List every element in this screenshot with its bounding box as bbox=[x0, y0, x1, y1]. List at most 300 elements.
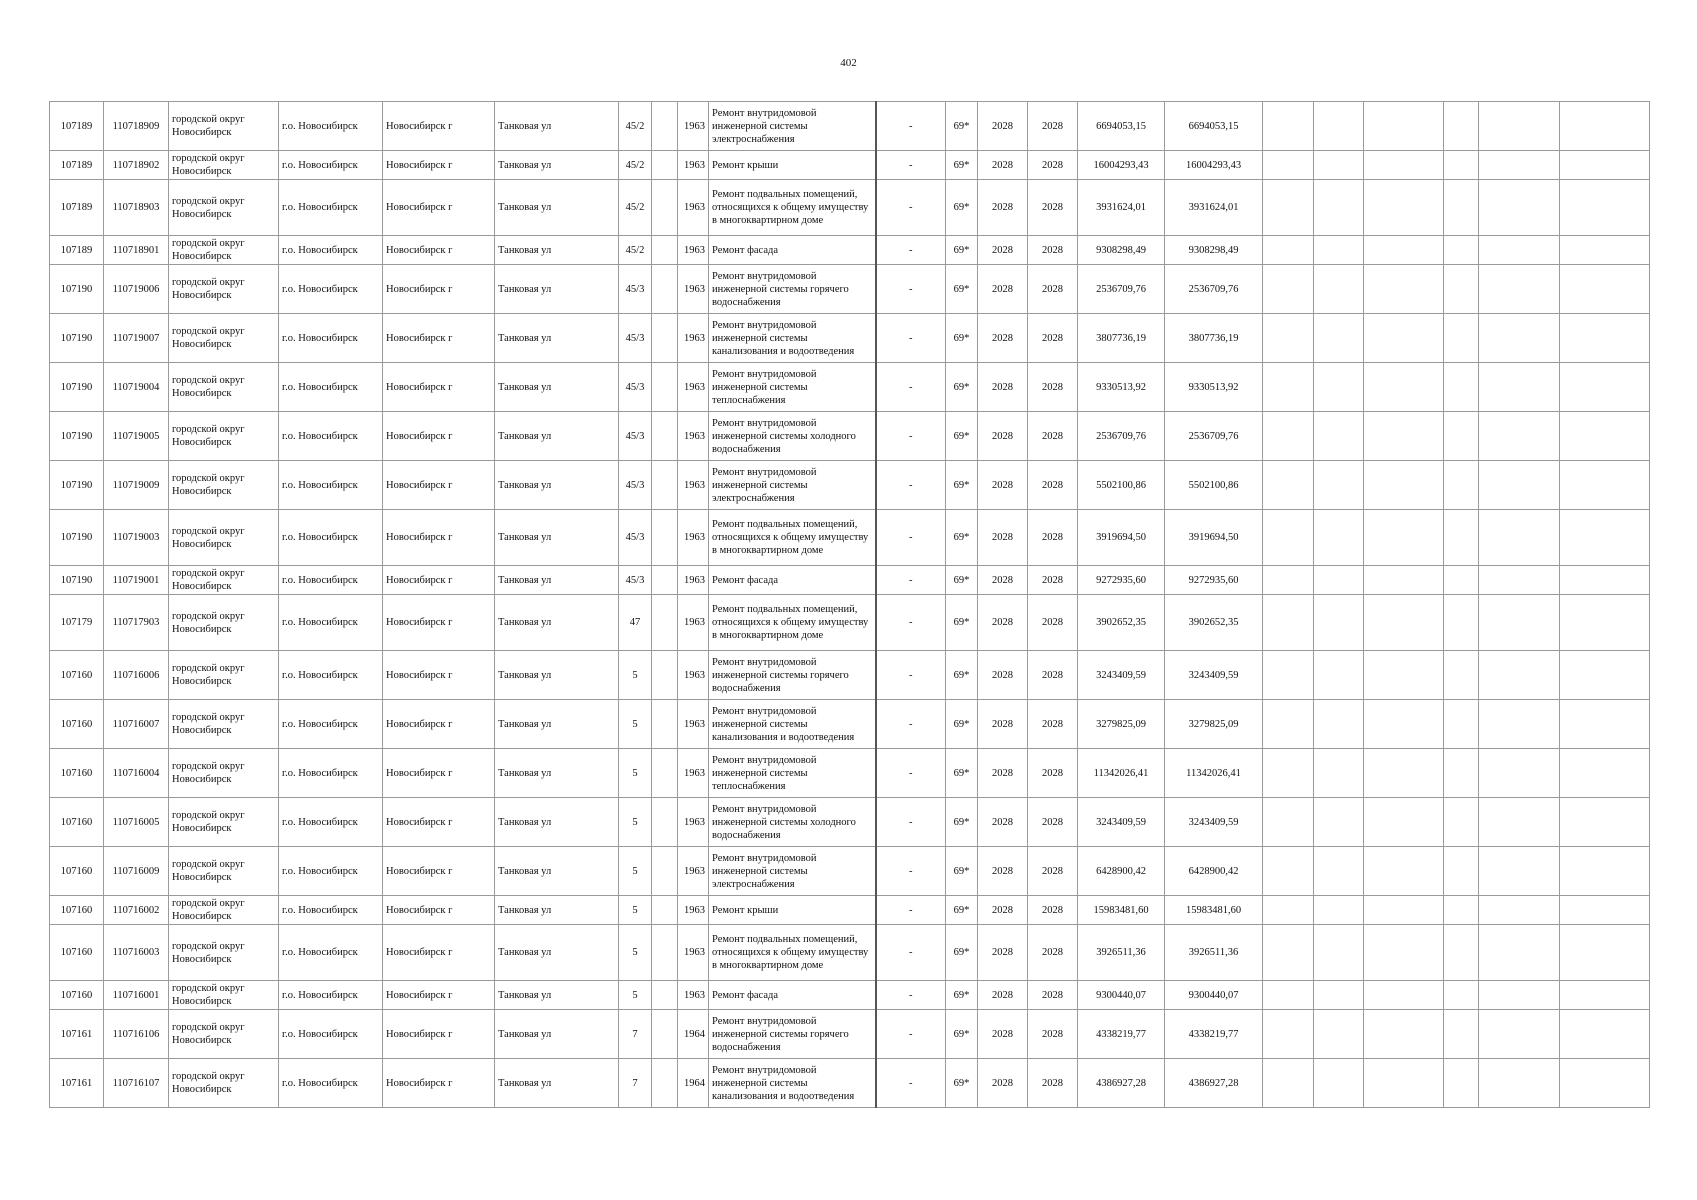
plan-year-end-cell: 2028 bbox=[1028, 102, 1078, 151]
plan-year-end-cell: 2028 bbox=[1028, 265, 1078, 314]
plan-year-end-cell: 2028 bbox=[1028, 566, 1078, 595]
work-type-cell: Ремонт внутридомовой инженерной системы канализования и водоотведения bbox=[709, 314, 876, 363]
dash-cell: - bbox=[876, 461, 946, 510]
work-type-cell: Ремонт внутридомовой инженерной системы теплоснабжения bbox=[709, 749, 876, 798]
work-type-cell: Ремонт фасада bbox=[709, 981, 876, 1010]
street-cell: Танковая ул bbox=[495, 314, 619, 363]
empty-cell bbox=[1263, 595, 1314, 651]
work-code-cell: 110716002 bbox=[104, 896, 169, 925]
municipality-cell: городской округ Новосибирск bbox=[169, 510, 279, 566]
urban-district-cell: г.о. Новосибирск bbox=[279, 510, 383, 566]
empty-cell bbox=[1560, 461, 1650, 510]
work-type-cell: Ремонт внутридомовой инженерной системы горячего водоснабжения bbox=[709, 265, 876, 314]
empty-cell bbox=[1364, 510, 1444, 566]
building-cell bbox=[652, 981, 678, 1010]
empty-cell bbox=[1560, 236, 1650, 265]
urban-district-cell: г.о. Новосибирск bbox=[279, 180, 383, 236]
table-body bbox=[50, 102, 1650, 1108]
city-cell: Новосибирск г bbox=[383, 314, 495, 363]
dash-cell: - bbox=[876, 749, 946, 798]
municipality-cell: городской округ Новосибирск bbox=[169, 1059, 279, 1108]
empty-cell bbox=[1560, 925, 1650, 981]
empty-cell bbox=[1479, 981, 1560, 1010]
empty-cell bbox=[1479, 595, 1560, 651]
empty-cell bbox=[1560, 595, 1650, 651]
empty-cell bbox=[1263, 510, 1314, 566]
house-id-cell: 107160 bbox=[50, 749, 104, 798]
empty-cell bbox=[1364, 102, 1444, 151]
dash-cell: - bbox=[876, 363, 946, 412]
house-number-cell: 5 bbox=[619, 925, 652, 981]
empty-cell bbox=[1444, 700, 1479, 749]
work-type-cell: Ремонт внутридомовой инженерной системы электроснабжения bbox=[709, 461, 876, 510]
municipality-cell: городской округ Новосибирск bbox=[169, 847, 279, 896]
house-id-cell: 107160 bbox=[50, 700, 104, 749]
street-cell: Танковая ул bbox=[495, 236, 619, 265]
building-cell bbox=[652, 510, 678, 566]
empty-cell bbox=[1364, 461, 1444, 510]
build-year-cell: 1963 bbox=[678, 595, 709, 651]
plan-year-start-cell: 2028 bbox=[978, 896, 1028, 925]
dash-cell: - bbox=[876, 265, 946, 314]
city-cell: Новосибирск г bbox=[383, 925, 495, 981]
table-row bbox=[50, 151, 1650, 180]
street-cell: Танковая ул bbox=[495, 651, 619, 700]
cost-fund-cell: 3807736,19 bbox=[1165, 314, 1263, 363]
house-number-cell: 45/3 bbox=[619, 510, 652, 566]
empty-cell bbox=[1560, 798, 1650, 847]
build-year-cell: 1963 bbox=[678, 151, 709, 180]
cost-total-cell: 3279825,09 bbox=[1078, 700, 1165, 749]
empty-cell bbox=[1314, 700, 1364, 749]
empty-cell bbox=[1263, 1059, 1314, 1108]
work-code-cell: 110716106 bbox=[104, 1010, 169, 1059]
work-code-cell: 110716001 bbox=[104, 981, 169, 1010]
dash-cell: - bbox=[876, 1059, 946, 1108]
house-id-cell: 107190 bbox=[50, 461, 104, 510]
work-type-cell: Ремонт внутридомовой инженерной системы холодного водоснабжения bbox=[709, 798, 876, 847]
wear-mark-cell: 69* bbox=[946, 847, 978, 896]
wear-mark-cell: 69* bbox=[946, 896, 978, 925]
cost-total-cell: 16004293,43 bbox=[1078, 151, 1165, 180]
house-id-cell: 107189 bbox=[50, 102, 104, 151]
city-cell: Новосибирск г bbox=[383, 651, 495, 700]
building-cell bbox=[652, 749, 678, 798]
cost-total-cell: 3931624,01 bbox=[1078, 180, 1165, 236]
dash-cell: - bbox=[876, 180, 946, 236]
house-number-cell: 45/2 bbox=[619, 180, 652, 236]
plan-year-start-cell: 2028 bbox=[978, 798, 1028, 847]
empty-cell bbox=[1444, 236, 1479, 265]
municipality-cell: городской округ Новосибирск bbox=[169, 236, 279, 265]
build-year-cell: 1963 bbox=[678, 461, 709, 510]
empty-cell bbox=[1444, 180, 1479, 236]
city-cell: Новосибирск г bbox=[383, 412, 495, 461]
wear-mark-cell: 69* bbox=[946, 510, 978, 566]
urban-district-cell: г.о. Новосибирск bbox=[279, 595, 383, 651]
house-number-cell: 7 bbox=[619, 1010, 652, 1059]
city-cell: Новосибирск г bbox=[383, 700, 495, 749]
dash-cell: - bbox=[876, 700, 946, 749]
empty-cell bbox=[1560, 981, 1650, 1010]
table-row bbox=[50, 700, 1650, 749]
street-cell: Танковая ул bbox=[495, 847, 619, 896]
house-id-cell: 107190 bbox=[50, 265, 104, 314]
empty-cell bbox=[1314, 1059, 1364, 1108]
empty-cell bbox=[1479, 749, 1560, 798]
building-cell bbox=[652, 566, 678, 595]
city-cell: Новосибирск г bbox=[383, 461, 495, 510]
municipality-cell: городской округ Новосибирск bbox=[169, 798, 279, 847]
empty-cell bbox=[1444, 749, 1479, 798]
empty-cell bbox=[1314, 651, 1364, 700]
plan-year-start-cell: 2028 bbox=[978, 1010, 1028, 1059]
urban-district-cell: г.о. Новосибирск bbox=[279, 981, 383, 1010]
work-type-cell: Ремонт внутридомовой инженерной системы электроснабжения bbox=[709, 102, 876, 151]
empty-cell bbox=[1364, 847, 1444, 896]
house-id-cell: 107190 bbox=[50, 363, 104, 412]
plan-year-start-cell: 2028 bbox=[978, 236, 1028, 265]
cost-total-cell: 4386927,28 bbox=[1078, 1059, 1165, 1108]
street-cell: Танковая ул bbox=[495, 510, 619, 566]
wear-mark-cell: 69* bbox=[946, 798, 978, 847]
house-number-cell: 5 bbox=[619, 896, 652, 925]
urban-district-cell: г.о. Новосибирск bbox=[279, 651, 383, 700]
city-cell: Новосибирск г bbox=[383, 510, 495, 566]
plan-year-end-cell: 2028 bbox=[1028, 363, 1078, 412]
empty-cell bbox=[1314, 314, 1364, 363]
empty-cell bbox=[1479, 566, 1560, 595]
work-code-cell: 110716107 bbox=[104, 1059, 169, 1108]
empty-cell bbox=[1314, 925, 1364, 981]
plan-year-start-cell: 2028 bbox=[978, 1059, 1028, 1108]
urban-district-cell: г.о. Новосибирск bbox=[279, 265, 383, 314]
plan-year-start-cell: 2028 bbox=[978, 314, 1028, 363]
house-number-cell: 5 bbox=[619, 700, 652, 749]
house-id-cell: 107160 bbox=[50, 896, 104, 925]
city-cell: Новосибирск г bbox=[383, 102, 495, 151]
urban-district-cell: г.о. Новосибирск bbox=[279, 412, 383, 461]
empty-cell bbox=[1560, 896, 1650, 925]
empty-cell bbox=[1560, 700, 1650, 749]
city-cell: Новосибирск г bbox=[383, 151, 495, 180]
empty-cell bbox=[1479, 180, 1560, 236]
urban-district-cell: г.о. Новосибирск bbox=[279, 847, 383, 896]
table-row bbox=[50, 847, 1650, 896]
empty-cell bbox=[1479, 265, 1560, 314]
street-cell: Танковая ул bbox=[495, 896, 619, 925]
table-row bbox=[50, 595, 1650, 651]
work-type-cell: Ремонт подвальных помещений, относящихся к общему имуществу в многоквартирном доме bbox=[709, 180, 876, 236]
dash-cell: - bbox=[876, 151, 946, 180]
work-type-cell: Ремонт внутридомовой инженерной системы холодного водоснабжения bbox=[709, 412, 876, 461]
urban-district-cell: г.о. Новосибирск bbox=[279, 566, 383, 595]
empty-cell bbox=[1560, 412, 1650, 461]
empty-cell bbox=[1314, 461, 1364, 510]
build-year-cell: 1963 bbox=[678, 566, 709, 595]
empty-cell bbox=[1444, 595, 1479, 651]
urban-district-cell: г.о. Новосибирск bbox=[279, 151, 383, 180]
cost-total-cell: 6694053,15 bbox=[1078, 102, 1165, 151]
building-cell bbox=[652, 314, 678, 363]
house-id-cell: 107190 bbox=[50, 412, 104, 461]
plan-year-start-cell: 2028 bbox=[978, 566, 1028, 595]
table-row bbox=[50, 1010, 1650, 1059]
table-row bbox=[50, 1059, 1650, 1108]
build-year-cell: 1963 bbox=[678, 363, 709, 412]
dash-cell: - bbox=[876, 595, 946, 651]
build-year-cell: 1963 bbox=[678, 700, 709, 749]
empty-cell bbox=[1560, 180, 1650, 236]
municipality-cell: городской округ Новосибирск bbox=[169, 102, 279, 151]
municipality-cell: городской округ Новосибирск bbox=[169, 180, 279, 236]
empty-cell bbox=[1314, 1010, 1364, 1059]
dash-cell: - bbox=[876, 566, 946, 595]
table-row bbox=[50, 981, 1650, 1010]
plan-year-end-cell: 2028 bbox=[1028, 151, 1078, 180]
cost-total-cell: 6428900,42 bbox=[1078, 847, 1165, 896]
work-code-cell: 110716009 bbox=[104, 847, 169, 896]
empty-cell bbox=[1479, 1059, 1560, 1108]
page-number: 402 bbox=[840, 57, 857, 69]
table-row bbox=[50, 798, 1650, 847]
urban-district-cell: г.о. Новосибирск bbox=[279, 798, 383, 847]
work-code-cell: 110718902 bbox=[104, 151, 169, 180]
street-cell: Танковая ул bbox=[495, 363, 619, 412]
plan-year-start-cell: 2028 bbox=[978, 102, 1028, 151]
dash-cell: - bbox=[876, 981, 946, 1010]
street-cell: Танковая ул bbox=[495, 925, 619, 981]
urban-district-cell: г.о. Новосибирск bbox=[279, 461, 383, 510]
building-cell bbox=[652, 595, 678, 651]
work-type-cell: Ремонт внутридомовой инженерной системы канализования и водоотведения bbox=[709, 700, 876, 749]
plan-year-start-cell: 2028 bbox=[978, 651, 1028, 700]
plan-year-end-cell: 2028 bbox=[1028, 314, 1078, 363]
empty-cell bbox=[1314, 412, 1364, 461]
house-id-cell: 107189 bbox=[50, 236, 104, 265]
empty-cell bbox=[1444, 651, 1479, 700]
municipality-cell: городской округ Новосибирск bbox=[169, 749, 279, 798]
empty-cell bbox=[1263, 798, 1314, 847]
empty-cell bbox=[1444, 896, 1479, 925]
empty-cell bbox=[1364, 151, 1444, 180]
cost-total-cell: 4338219,77 bbox=[1078, 1010, 1165, 1059]
plan-year-end-cell: 2028 bbox=[1028, 1059, 1078, 1108]
empty-cell bbox=[1263, 180, 1314, 236]
cost-total-cell: 9272935,60 bbox=[1078, 566, 1165, 595]
build-year-cell: 1963 bbox=[678, 925, 709, 981]
cost-total-cell: 11342026,41 bbox=[1078, 749, 1165, 798]
empty-cell bbox=[1444, 314, 1479, 363]
empty-cell bbox=[1560, 566, 1650, 595]
building-cell bbox=[652, 461, 678, 510]
work-code-cell: 110716003 bbox=[104, 925, 169, 981]
building-cell bbox=[652, 1010, 678, 1059]
empty-cell bbox=[1560, 363, 1650, 412]
city-cell: Новосибирск г bbox=[383, 749, 495, 798]
street-cell: Танковая ул bbox=[495, 265, 619, 314]
house-number-cell: 47 bbox=[619, 595, 652, 651]
plan-year-start-cell: 2028 bbox=[978, 595, 1028, 651]
municipality-cell: городской округ Новосибирск bbox=[169, 1010, 279, 1059]
wear-mark-cell: 69* bbox=[946, 700, 978, 749]
work-code-cell: 110719005 bbox=[104, 412, 169, 461]
empty-cell bbox=[1314, 749, 1364, 798]
cost-total-cell: 9308298,49 bbox=[1078, 236, 1165, 265]
municipality-cell: городской округ Новосибирск bbox=[169, 461, 279, 510]
cost-total-cell: 2536709,76 bbox=[1078, 265, 1165, 314]
urban-district-cell: г.о. Новосибирск bbox=[279, 314, 383, 363]
building-cell bbox=[652, 925, 678, 981]
empty-cell bbox=[1364, 1059, 1444, 1108]
building-cell bbox=[652, 700, 678, 749]
work-type-cell: Ремонт внутридомовой инженерной системы канализования и водоотведения bbox=[709, 1059, 876, 1108]
house-id-cell: 107160 bbox=[50, 981, 104, 1010]
empty-cell bbox=[1479, 363, 1560, 412]
empty-cell bbox=[1444, 847, 1479, 896]
empty-cell bbox=[1364, 236, 1444, 265]
municipality-cell: городской округ Новосибирск bbox=[169, 700, 279, 749]
empty-cell bbox=[1263, 651, 1314, 700]
plan-year-end-cell: 2028 bbox=[1028, 981, 1078, 1010]
work-code-cell: 110719006 bbox=[104, 265, 169, 314]
build-year-cell: 1963 bbox=[678, 981, 709, 1010]
cost-fund-cell: 3926511,36 bbox=[1165, 925, 1263, 981]
build-year-cell: 1964 bbox=[678, 1010, 709, 1059]
wear-mark-cell: 69* bbox=[946, 595, 978, 651]
empty-cell bbox=[1364, 412, 1444, 461]
empty-cell bbox=[1560, 510, 1650, 566]
house-number-cell: 7 bbox=[619, 1059, 652, 1108]
build-year-cell: 1963 bbox=[678, 236, 709, 265]
empty-cell bbox=[1560, 314, 1650, 363]
cost-fund-cell: 9300440,07 bbox=[1165, 981, 1263, 1010]
cost-total-cell: 3243409,59 bbox=[1078, 651, 1165, 700]
building-cell bbox=[652, 180, 678, 236]
street-cell: Танковая ул bbox=[495, 1059, 619, 1108]
plan-year-end-cell: 2028 bbox=[1028, 847, 1078, 896]
empty-cell bbox=[1479, 151, 1560, 180]
empty-cell bbox=[1444, 461, 1479, 510]
dash-cell: - bbox=[876, 510, 946, 566]
urban-district-cell: г.о. Новосибирск bbox=[279, 896, 383, 925]
building-cell bbox=[652, 1059, 678, 1108]
wear-mark-cell: 69* bbox=[946, 102, 978, 151]
street-cell: Танковая ул bbox=[495, 595, 619, 651]
empty-cell bbox=[1263, 566, 1314, 595]
building-cell bbox=[652, 363, 678, 412]
empty-cell bbox=[1263, 314, 1314, 363]
build-year-cell: 1963 bbox=[678, 412, 709, 461]
empty-cell bbox=[1314, 595, 1364, 651]
house-id-cell: 107190 bbox=[50, 566, 104, 595]
street-cell: Танковая ул bbox=[495, 151, 619, 180]
empty-cell bbox=[1444, 151, 1479, 180]
house-number-cell: 45/3 bbox=[619, 566, 652, 595]
empty-cell bbox=[1444, 925, 1479, 981]
dash-cell: - bbox=[876, 236, 946, 265]
wear-mark-cell: 69* bbox=[946, 749, 978, 798]
cost-fund-cell: 3931624,01 bbox=[1165, 180, 1263, 236]
empty-cell bbox=[1314, 847, 1364, 896]
plan-year-start-cell: 2028 bbox=[978, 981, 1028, 1010]
cost-total-cell: 3919694,50 bbox=[1078, 510, 1165, 566]
table-row bbox=[50, 180, 1650, 236]
building-cell bbox=[652, 236, 678, 265]
house-id-cell: 107161 bbox=[50, 1010, 104, 1059]
cost-total-cell: 3902652,35 bbox=[1078, 595, 1165, 651]
urban-district-cell: г.о. Новосибирск bbox=[279, 1010, 383, 1059]
wear-mark-cell: 69* bbox=[946, 180, 978, 236]
empty-cell bbox=[1314, 102, 1364, 151]
empty-cell bbox=[1263, 363, 1314, 412]
empty-cell bbox=[1263, 925, 1314, 981]
work-type-cell: Ремонт подвальных помещений, относящихся к общему имуществу в многоквартирном доме bbox=[709, 510, 876, 566]
city-cell: Новосибирск г bbox=[383, 363, 495, 412]
city-cell: Новосибирск г bbox=[383, 566, 495, 595]
empty-cell bbox=[1314, 510, 1364, 566]
work-type-cell: Ремонт фасада bbox=[709, 566, 876, 595]
house-number-cell: 5 bbox=[619, 847, 652, 896]
city-cell: Новосибирск г bbox=[383, 896, 495, 925]
street-cell: Танковая ул bbox=[495, 798, 619, 847]
empty-cell bbox=[1444, 102, 1479, 151]
building-cell bbox=[652, 151, 678, 180]
wear-mark-cell: 69* bbox=[946, 981, 978, 1010]
table-row bbox=[50, 896, 1650, 925]
work-code-cell: 110719007 bbox=[104, 314, 169, 363]
plan-year-start-cell: 2028 bbox=[978, 925, 1028, 981]
cost-fund-cell: 4338219,77 bbox=[1165, 1010, 1263, 1059]
empty-cell bbox=[1479, 510, 1560, 566]
plan-year-end-cell: 2028 bbox=[1028, 461, 1078, 510]
wear-mark-cell: 69* bbox=[946, 151, 978, 180]
table-row bbox=[50, 265, 1650, 314]
building-cell bbox=[652, 798, 678, 847]
cost-fund-cell: 2536709,76 bbox=[1165, 265, 1263, 314]
municipality-cell: городской округ Новосибирск bbox=[169, 595, 279, 651]
dash-cell: - bbox=[876, 412, 946, 461]
plan-year-end-cell: 2028 bbox=[1028, 749, 1078, 798]
building-cell bbox=[652, 102, 678, 151]
empty-cell bbox=[1444, 510, 1479, 566]
table-row bbox=[50, 314, 1650, 363]
work-code-cell: 110718909 bbox=[104, 102, 169, 151]
dash-cell: - bbox=[876, 925, 946, 981]
urban-district-cell: г.о. Новосибирск bbox=[279, 925, 383, 981]
dash-cell: - bbox=[876, 798, 946, 847]
city-cell: Новосибирск г bbox=[383, 595, 495, 651]
work-code-cell: 110716006 bbox=[104, 651, 169, 700]
cost-fund-cell: 9330513,92 bbox=[1165, 363, 1263, 412]
cost-total-cell: 3243409,59 bbox=[1078, 798, 1165, 847]
work-code-cell: 110717903 bbox=[104, 595, 169, 651]
street-cell: Танковая ул bbox=[495, 749, 619, 798]
plan-year-end-cell: 2028 bbox=[1028, 700, 1078, 749]
empty-cell bbox=[1560, 265, 1650, 314]
build-year-cell: 1963 bbox=[678, 102, 709, 151]
work-code-cell: 110719009 bbox=[104, 461, 169, 510]
municipality-cell: городской округ Новосибирск bbox=[169, 925, 279, 981]
city-cell: Новосибирск г bbox=[383, 798, 495, 847]
building-cell bbox=[652, 847, 678, 896]
empty-cell bbox=[1364, 651, 1444, 700]
empty-cell bbox=[1263, 151, 1314, 180]
build-year-cell: 1963 bbox=[678, 896, 709, 925]
urban-district-cell: г.о. Новосибирск bbox=[279, 363, 383, 412]
wear-mark-cell: 69* bbox=[946, 461, 978, 510]
plan-year-end-cell: 2028 bbox=[1028, 925, 1078, 981]
